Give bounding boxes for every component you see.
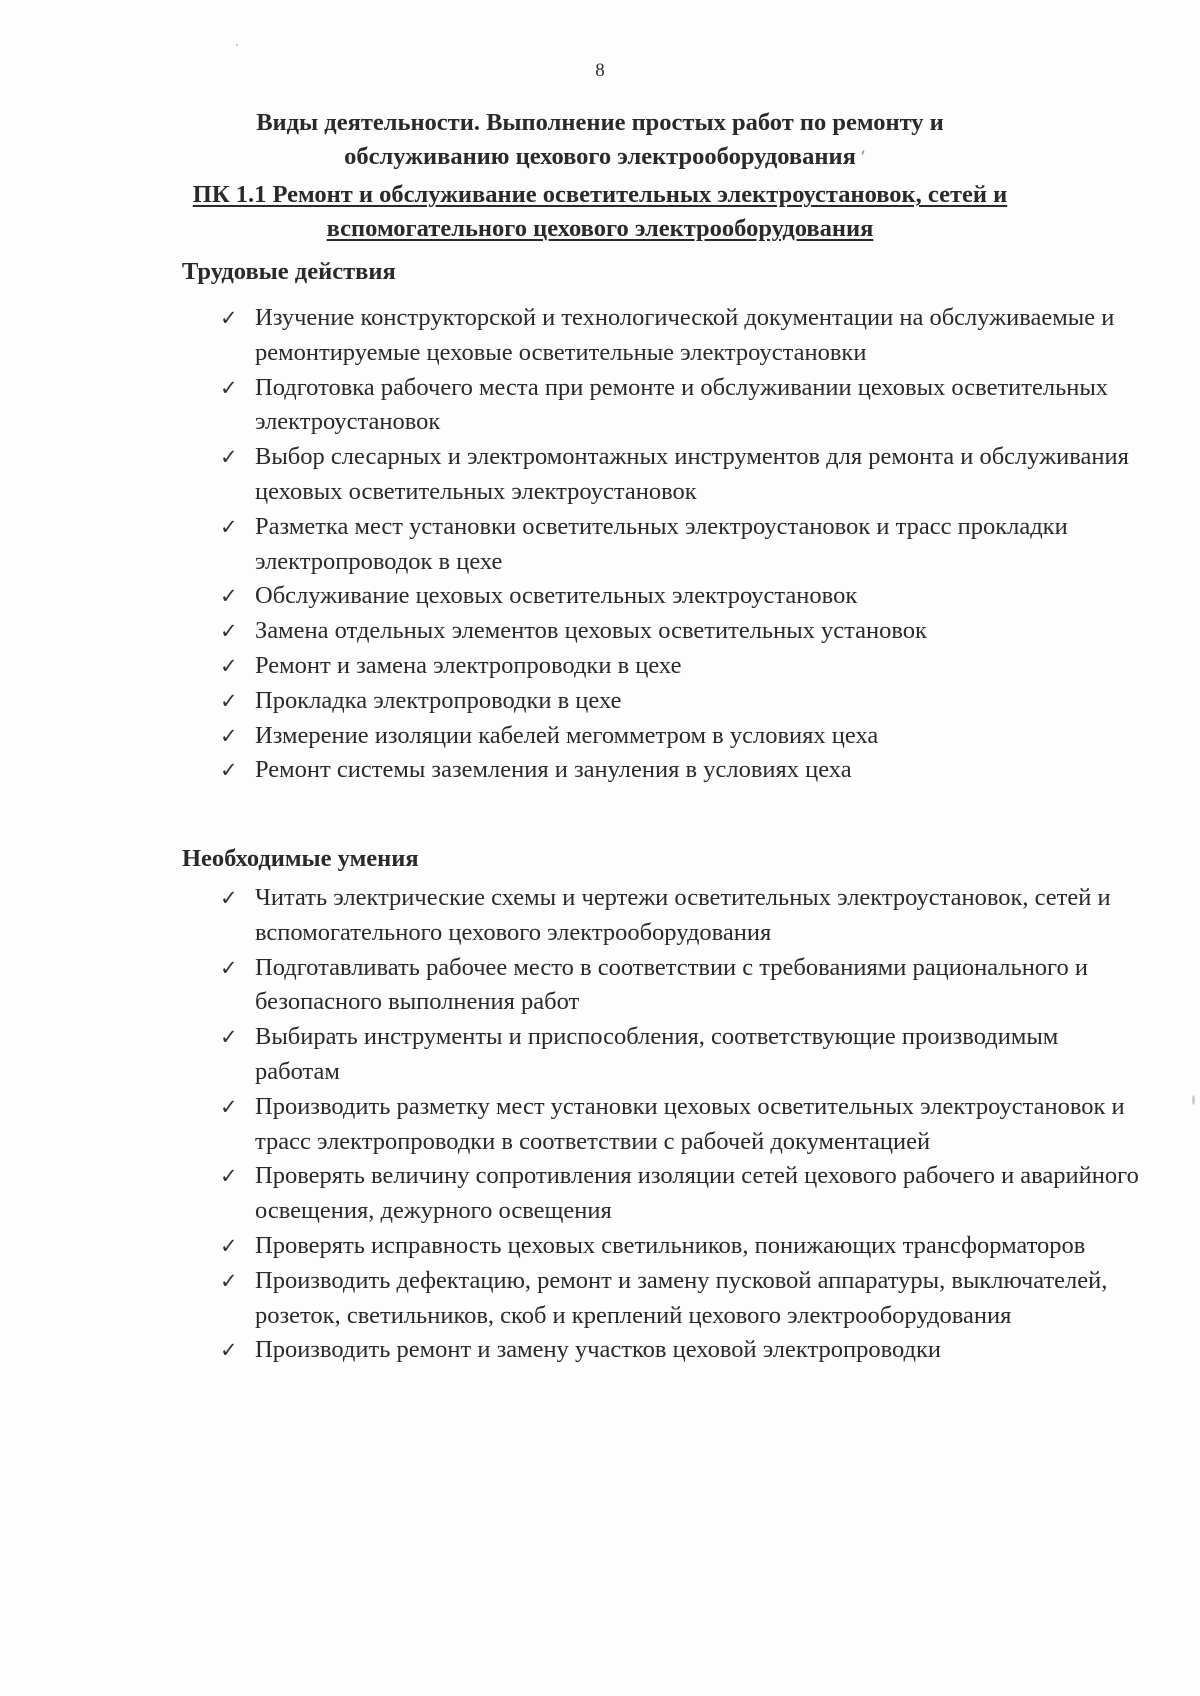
required-skills-list [220,881,1140,1368]
scan-speck [1192,1095,1195,1105]
list-item-text: Подготовка рабочего места при ремонте и обслуживании цеховых осветительных электроустановок [255,373,1109,436]
list-item-text: Разметка мест установки осветительных электроустановок и трасс прокладки электропроводок в цехе [255,512,1068,575]
list-item [220,1020,1140,1090]
list-item [220,1090,1140,1160]
list-item [220,684,1140,719]
checkmark-icon: ✓ [220,1338,238,1363]
checkmark-icon: ✓ [220,584,238,609]
page-title-line-2: обслуживанию цехового электрооборудования [344,143,856,170]
list-item-text: Выбирать инструменты и приспособления, соответствующие производимым работам [255,1023,1059,1085]
list-item-text: Подготавливать рабочее место в соответствии с требованиями рационального и безопасного выполнения работ [255,953,1088,1016]
list-item [220,1333,1140,1368]
list-item-text: Производить дефектацию, ремонт и замену пусковой аппаратуры, выключателей, розеток, светильников, скоб и креплений цехового электрооборудования [255,1266,1108,1329]
checkmark-icon: ✓ [220,1268,238,1293]
list-item [220,753,1140,788]
list-item-text: Замена отдельных элементов цеховых осветительных установок [255,617,927,645]
checkmark-icon: ✓ [220,1233,238,1258]
list-item [220,371,1140,441]
list-item [220,579,1140,614]
checkmark-icon: ✓ [220,688,238,713]
checkmark-icon: ✓ [220,955,238,980]
list-item-text: Ремонт и замена электропроводки в цехе [255,651,682,679]
list-item [220,649,1140,684]
checkmark-icon: ✓ [220,619,238,644]
list-item [220,301,1140,371]
section-heading-required-skills: Необходимые умения [182,845,419,872]
list-item-text: Проверять исправность цеховых светильников, понижающих трансформаторов [255,1231,1086,1259]
scan-speck [236,44,238,46]
list-item [220,881,1140,951]
list-item [220,440,1140,510]
list-item-text: Производить ремонт и замену участков цеховой электропроводки [255,1336,942,1364]
checkmark-icon: ✓ [220,1025,238,1050]
list-item-text: Производить разметку мест установки цеховых осветительных электроустановок и трасс электропроводки в соответствии с рабочей документацией [255,1092,1125,1155]
checkmark-icon: ✓ [220,1094,238,1119]
checkmark-icon: ✓ [220,723,238,748]
list-item-text: Выбор слесарных и электромонтажных инструментов для ремонта и обслуживания цеховых осветительных электроустановок [255,443,1129,505]
checkmark-icon: ✓ [220,653,238,678]
checkmark-icon: ✓ [220,445,238,470]
competency-title-line-1: ПК 1.1 Ремонт и обслуживание осветительных электроустановок, сетей и [192,181,1008,208]
list-item-text: Прокладка электропроводки в цехе [255,686,622,714]
checkmark-icon: ✓ [220,758,238,783]
list-item-text: Обслуживание цеховых осветительных электроустановок [255,582,858,610]
list-item-text: Читать электрические схемы и чертежи осветительных электроустановок, сетей и вспомогательного цехового электрооборудования [255,884,1111,946]
list-item-text: Проверять величину сопротивления изоляции сетей цехового рабочего и аварийного освещения, дежурного освещения [255,1162,1139,1225]
competency-title [140,178,1060,246]
list-item [220,1264,1140,1334]
list-item-text: Измерение изоляции кабелей мегомметром в условиях цеха [255,721,879,749]
section-heading-labor-actions: Трудовые действия [182,258,396,285]
list-item [220,1159,1140,1229]
list-item [220,614,1140,649]
checkmark-icon: ✓ [220,306,238,330]
list-item [220,1229,1140,1264]
page-title-line-1: Виды деятельности. Выполнение простых работ по ремонту и [256,109,944,136]
competency-title-line-2: вспомогательного цехового электрооборудования [326,215,874,242]
page-title [150,106,1050,174]
page-number: 8 [595,60,605,81]
list-item [220,719,1140,754]
labor-actions-list [220,301,1140,788]
checkmark-icon: ✓ [220,1164,238,1189]
checkmark-icon: ✓ [220,886,238,910]
list-item [220,510,1140,580]
checkmark-icon: ✓ [220,375,238,400]
list-item [220,951,1140,1021]
checkmark-icon: ✓ [220,514,238,539]
list-item-text: Ремонт системы заземления и зануления в условиях цеха [255,756,852,784]
list-item-text: Изучение конструкторской и технологической документации на обслуживаемые и ремонтируемые цеховые осветительные электроустановки [255,304,1115,366]
